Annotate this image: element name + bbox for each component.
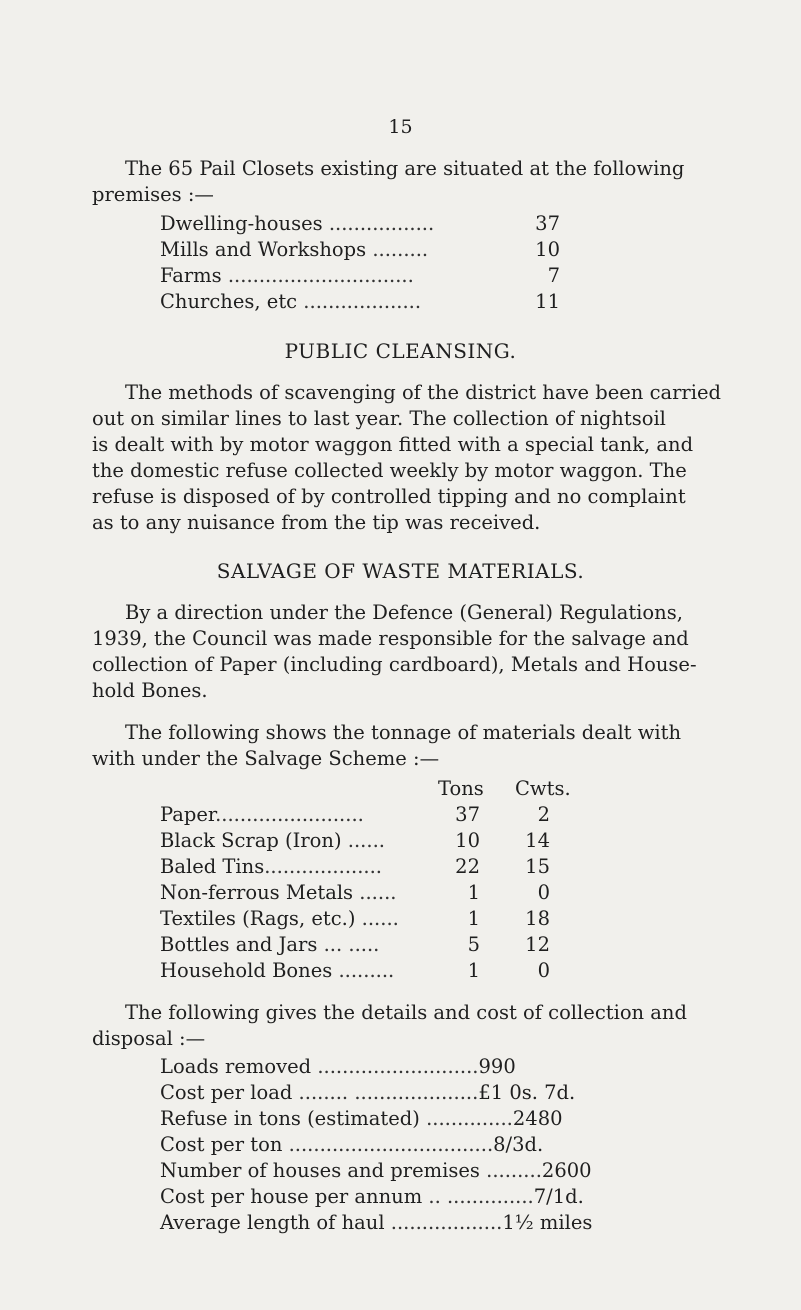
cleansing-line: out on similar lines to last year. The collection of nightsoil <box>92 407 666 430</box>
salvage-tons: 1 <box>467 959 480 982</box>
leader-dots: ... ..... <box>317 933 380 956</box>
salvage-tons: 22 <box>455 855 480 878</box>
leader-dots: ........................ <box>215 803 364 826</box>
salvage-cwts: 12 <box>525 933 550 956</box>
leader-dots: .................. <box>384 1211 503 1234</box>
cost-value: £1 0s. 7d. <box>478 1081 576 1104</box>
col-header-tons: Tons <box>438 777 484 800</box>
cost-value: 990 <box>478 1055 516 1078</box>
cost-value: 2600 <box>541 1159 592 1182</box>
cost-label: Cost per ton <box>160 1133 283 1156</box>
col-header-cwts: Cwts. <box>515 777 571 800</box>
closets-count: 37 <box>535 212 560 235</box>
cost-label: Loads removed <box>160 1055 312 1078</box>
leader-dots: .............. <box>419 1107 513 1130</box>
closets-count: 7 <box>547 264 560 287</box>
leader-dots: ................... <box>264 855 383 878</box>
salvage-cwts: 0 <box>537 881 550 904</box>
salvage-cwts: 2 <box>537 803 550 826</box>
salvage-label: Textiles (Rags, etc.) <box>160 907 356 930</box>
salvage-label: Non-ferrous Metals <box>160 881 354 904</box>
cost-value: 1½ miles <box>502 1211 593 1234</box>
salvage-tons: 37 <box>455 803 480 826</box>
cost-intro-line1: The following gives the details and cost of collection and <box>125 1001 687 1024</box>
salvage-tons: 1 <box>467 881 480 904</box>
leader-dots: ......... <box>332 959 395 982</box>
leader-dots: ................. <box>322 212 435 235</box>
salvage-label: Bottles and Jars <box>160 933 318 956</box>
salvage-label: Paper <box>160 803 216 826</box>
cleansing-line: The methods of scavenging of the district have been carried <box>125 381 722 404</box>
leader-dots: ......... <box>366 238 429 261</box>
salvage-label: Baled Tins <box>160 855 265 878</box>
salvage-line: By a direction under the Defence (General) Regulations, <box>125 601 683 624</box>
leader-dots: ................................. <box>282 1133 494 1156</box>
salvage-line: with under the Salvage Scheme :— <box>92 747 440 770</box>
cost-label: Number of houses and premises <box>160 1159 480 1182</box>
closets-label: Dwelling-houses <box>160 212 323 235</box>
closets-count: 11 <box>535 290 560 313</box>
cost-value: 8/3d. <box>493 1133 544 1156</box>
leader-dots: ................... <box>297 290 422 313</box>
section-heading-salvage: SALVAGE OF WASTE MATERIALS. <box>216 559 585 583</box>
cost-label: Refuse in tons (estimated) <box>160 1107 420 1130</box>
leader-dots: ......... <box>479 1159 542 1182</box>
closets-label: Farms <box>160 264 222 287</box>
salvage-cwts: 18 <box>525 907 550 930</box>
salvage-tons: 1 <box>467 907 480 930</box>
salvage-label: Household Bones <box>160 959 333 982</box>
closets-label: Churches, etc <box>160 290 298 313</box>
section-heading-public-cleansing: PUBLIC CLEANSING. <box>284 339 517 363</box>
cost-label: Cost per house per annum <box>160 1185 423 1208</box>
salvage-line: hold Bones. <box>92 679 208 702</box>
cleansing-line: refuse is disposed of by controlled tipping and no complaint <box>92 485 686 508</box>
leader-dots: ...... <box>353 881 397 904</box>
cost-label: Cost per load <box>160 1081 293 1104</box>
salvage-tons: 5 <box>467 933 480 956</box>
closets-intro-line1: The 65 Pail Closets existing are situated at the following <box>125 157 685 180</box>
salvage-line: 1939, the Council was made responsible for the salvage and <box>92 627 689 650</box>
closets-count: 10 <box>535 238 560 261</box>
salvage-tons: 10 <box>455 829 480 852</box>
leader-dots: .............................. <box>221 264 414 287</box>
leader-dots: .......................... <box>311 1055 479 1078</box>
page-number: 15 <box>388 116 413 138</box>
cleansing-line: the domestic refuse collected weekly by motor waggon. The <box>92 459 687 482</box>
closets-label: Mills and Workshops <box>160 238 367 261</box>
salvage-label: Black Scrap (Iron) <box>160 829 342 852</box>
salvage-cwts: 0 <box>537 959 550 982</box>
cost-intro-line2: disposal :— <box>92 1027 206 1050</box>
leader-dots: ........ .................... <box>292 1081 479 1104</box>
cost-value: 2480 <box>512 1107 563 1130</box>
leader-dots: .. .............. <box>422 1185 534 1208</box>
cost-value: 7/1d. <box>533 1185 584 1208</box>
leader-dots: ...... <box>355 907 399 930</box>
salvage-line: The following shows the tonnage of materials dealt with <box>125 721 682 744</box>
cleansing-line: is dealt with by motor waggon fitted with a special tank, and <box>92 433 694 456</box>
salvage-line: collection of Paper (including cardboard), Metals and House- <box>92 653 697 676</box>
cost-label: Average length of haul <box>160 1211 385 1234</box>
leader-dots: ...... <box>341 829 385 852</box>
salvage-cwts: 14 <box>525 829 550 852</box>
salvage-cwts: 15 <box>525 855 550 878</box>
closets-intro-line2: premises :— <box>92 183 214 206</box>
cleansing-line: as to any nuisance from the tip was received. <box>92 511 541 534</box>
